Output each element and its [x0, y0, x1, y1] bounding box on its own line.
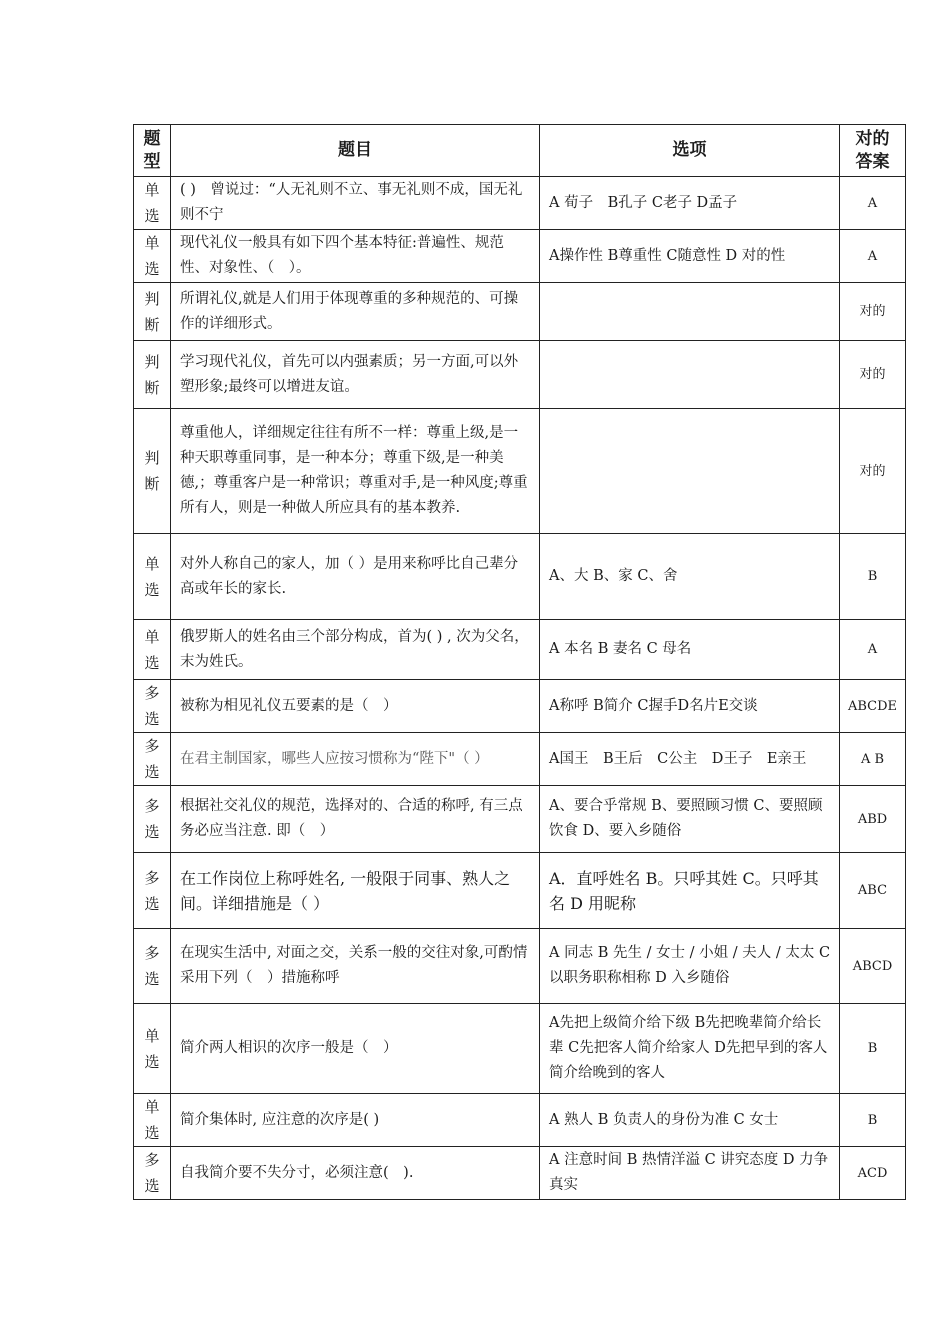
question-type: 单选: [134, 1094, 171, 1147]
question-text: 俄罗斯人的姓名由三个部分构成，首为( ) , 次为父名，末为姓氏。: [171, 620, 540, 680]
correct-answer: A: [840, 230, 906, 283]
table-row: [134, 534, 906, 620]
question-type: 单选: [134, 1004, 171, 1094]
table-header: [134, 125, 906, 177]
header-question: 题目: [171, 125, 540, 177]
question-type: 单选: [134, 230, 171, 283]
table-row: [134, 1094, 906, 1147]
table-row: [134, 853, 906, 929]
question-options: A、大 B、家 C、舍: [540, 534, 840, 620]
table-body: [134, 177, 906, 1200]
question-options: A 同志 B 先生 / 女士 / 小姐 / 夫人 / 太太 C 以职务职称相称 D 入乡随俗: [540, 929, 840, 1004]
question-type: 单选: [134, 620, 171, 680]
correct-answer: A: [840, 620, 906, 680]
question-options: A．直呼姓名 B。只呼其姓 C。只呼其名 D 用昵称: [540, 853, 840, 929]
question-options: A 熟人 B 负责人的身份为准 C 女士: [540, 1094, 840, 1147]
question-text: 在现实生活中, 对面之交，关系一般的交往对象,可酌情采用下列（ ）措施称呼: [171, 929, 540, 1004]
question-options: A、要合乎常规 B、要照顾习惯 C、要照顾饮食 D、要入乡随俗: [540, 786, 840, 853]
question-type: 单选: [134, 177, 171, 230]
question-text: ( ) 曾说过：“人无礼则不立、事无礼则不成，国无礼则不宁: [171, 177, 540, 230]
question-options: A称呼 B简介 C握手D名片E交谈: [540, 680, 840, 733]
question-options: A国王 B王后 C公主 D王子 E亲王: [540, 733, 840, 786]
correct-answer: 对的: [840, 409, 906, 534]
question-type: 判断: [134, 283, 171, 341]
question-type: 多选: [134, 853, 171, 929]
table-row: [134, 1147, 906, 1200]
question-type: 多选: [134, 680, 171, 733]
question-options: [540, 283, 840, 341]
question-text: 简介集体时, 应注意的次序是( ): [171, 1094, 540, 1147]
question-type: 多选: [134, 929, 171, 1004]
question-text: 简介两人相识的次序一般是（ ）: [171, 1004, 540, 1094]
header-row: [134, 125, 906, 177]
correct-answer: 对的: [840, 341, 906, 409]
correct-answer: A B: [840, 733, 906, 786]
question-text: 被称为相见礼仪五要素的是（ ）: [171, 680, 540, 733]
question-type: 判断: [134, 409, 171, 534]
correct-answer: ABCDE: [840, 680, 906, 733]
correct-answer: B: [840, 1004, 906, 1094]
question-type: 单选: [134, 534, 171, 620]
correct-answer: ABC: [840, 853, 906, 929]
table-row: [134, 680, 906, 733]
quiz-table: [133, 124, 906, 1200]
table-row: [134, 341, 906, 409]
header-answer: 对的答案: [840, 125, 906, 177]
table-row: [134, 786, 906, 853]
question-text: 学习现代礼仪，首先可以内强素质；另一方面,可以外塑形象;最终可以增进友谊。: [171, 341, 540, 409]
question-text: 在工作岗位上称呼姓名, 一般限于同事、熟人之间。详细措施是（ ）: [171, 853, 540, 929]
table-row: [134, 283, 906, 341]
header-options: 选项: [540, 125, 840, 177]
table-row: [134, 177, 906, 230]
question-options: [540, 409, 840, 534]
question-type: 多选: [134, 733, 171, 786]
table-row: [134, 620, 906, 680]
question-type: 多选: [134, 786, 171, 853]
correct-answer: ABCD: [840, 929, 906, 1004]
correct-answer: A: [840, 177, 906, 230]
question-options: A 本名 B 妻名 C 母名: [540, 620, 840, 680]
question-text: 所谓礼仪,就是人们用于体现尊重的多种规范的、可操作的详细形式。: [171, 283, 540, 341]
correct-answer: ABD: [840, 786, 906, 853]
question-text: 自我简介要不失分寸，必须注意( ).: [171, 1147, 540, 1200]
question-options: A操作性 B尊重性 C随意性 D 对的性: [540, 230, 840, 283]
question-text: 在君主制国家，哪些人应按习惯称为“陛下"（ ）: [171, 733, 540, 786]
question-text: 根据社交礼仪的规范，选择对的、合适的称呼, 有三点务必应当注意. 即（ ）: [171, 786, 540, 853]
correct-answer: B: [840, 534, 906, 620]
question-type: 多选: [134, 1147, 171, 1200]
question-text: 现代礼仪一般具有如下四个基本特征:普遍性、规范性、对象性、（ ）。: [171, 230, 540, 283]
question-text: 对外人称自己的家人，加（ ）是用来称呼比自己辈分高或年长的家长.: [171, 534, 540, 620]
correct-answer: B: [840, 1094, 906, 1147]
table-row: [134, 733, 906, 786]
question-options: A 荀子 B孔子 C老子 D孟子: [540, 177, 840, 230]
header-type: 题型: [134, 125, 171, 177]
question-text: 尊重他人，详细规定往往有所不一样：尊重上级,是一种天职尊重同事，是一种本分；尊重下级,是一种美德,；尊重客户是一种常识；尊重对手,是一种风度;尊重所有人，则是一种做人所应具有的基本教养.: [171, 409, 540, 534]
correct-answer: 对的: [840, 283, 906, 341]
question-options: A先把上级简介给下级 B先把晚辈简介给长辈 C先把客人简介给家人 D先把早到的客人简介给晚到的客人: [540, 1004, 840, 1094]
table-row: [134, 409, 906, 534]
table-row: [134, 1004, 906, 1094]
table-row: [134, 230, 906, 283]
question-options: A 注意时间 B 热情洋溢 C 讲究态度 D 力争真实: [540, 1147, 840, 1200]
correct-answer: ACD: [840, 1147, 906, 1200]
question-type: 判断: [134, 341, 171, 409]
question-options: [540, 341, 840, 409]
table-row: [134, 929, 906, 1004]
